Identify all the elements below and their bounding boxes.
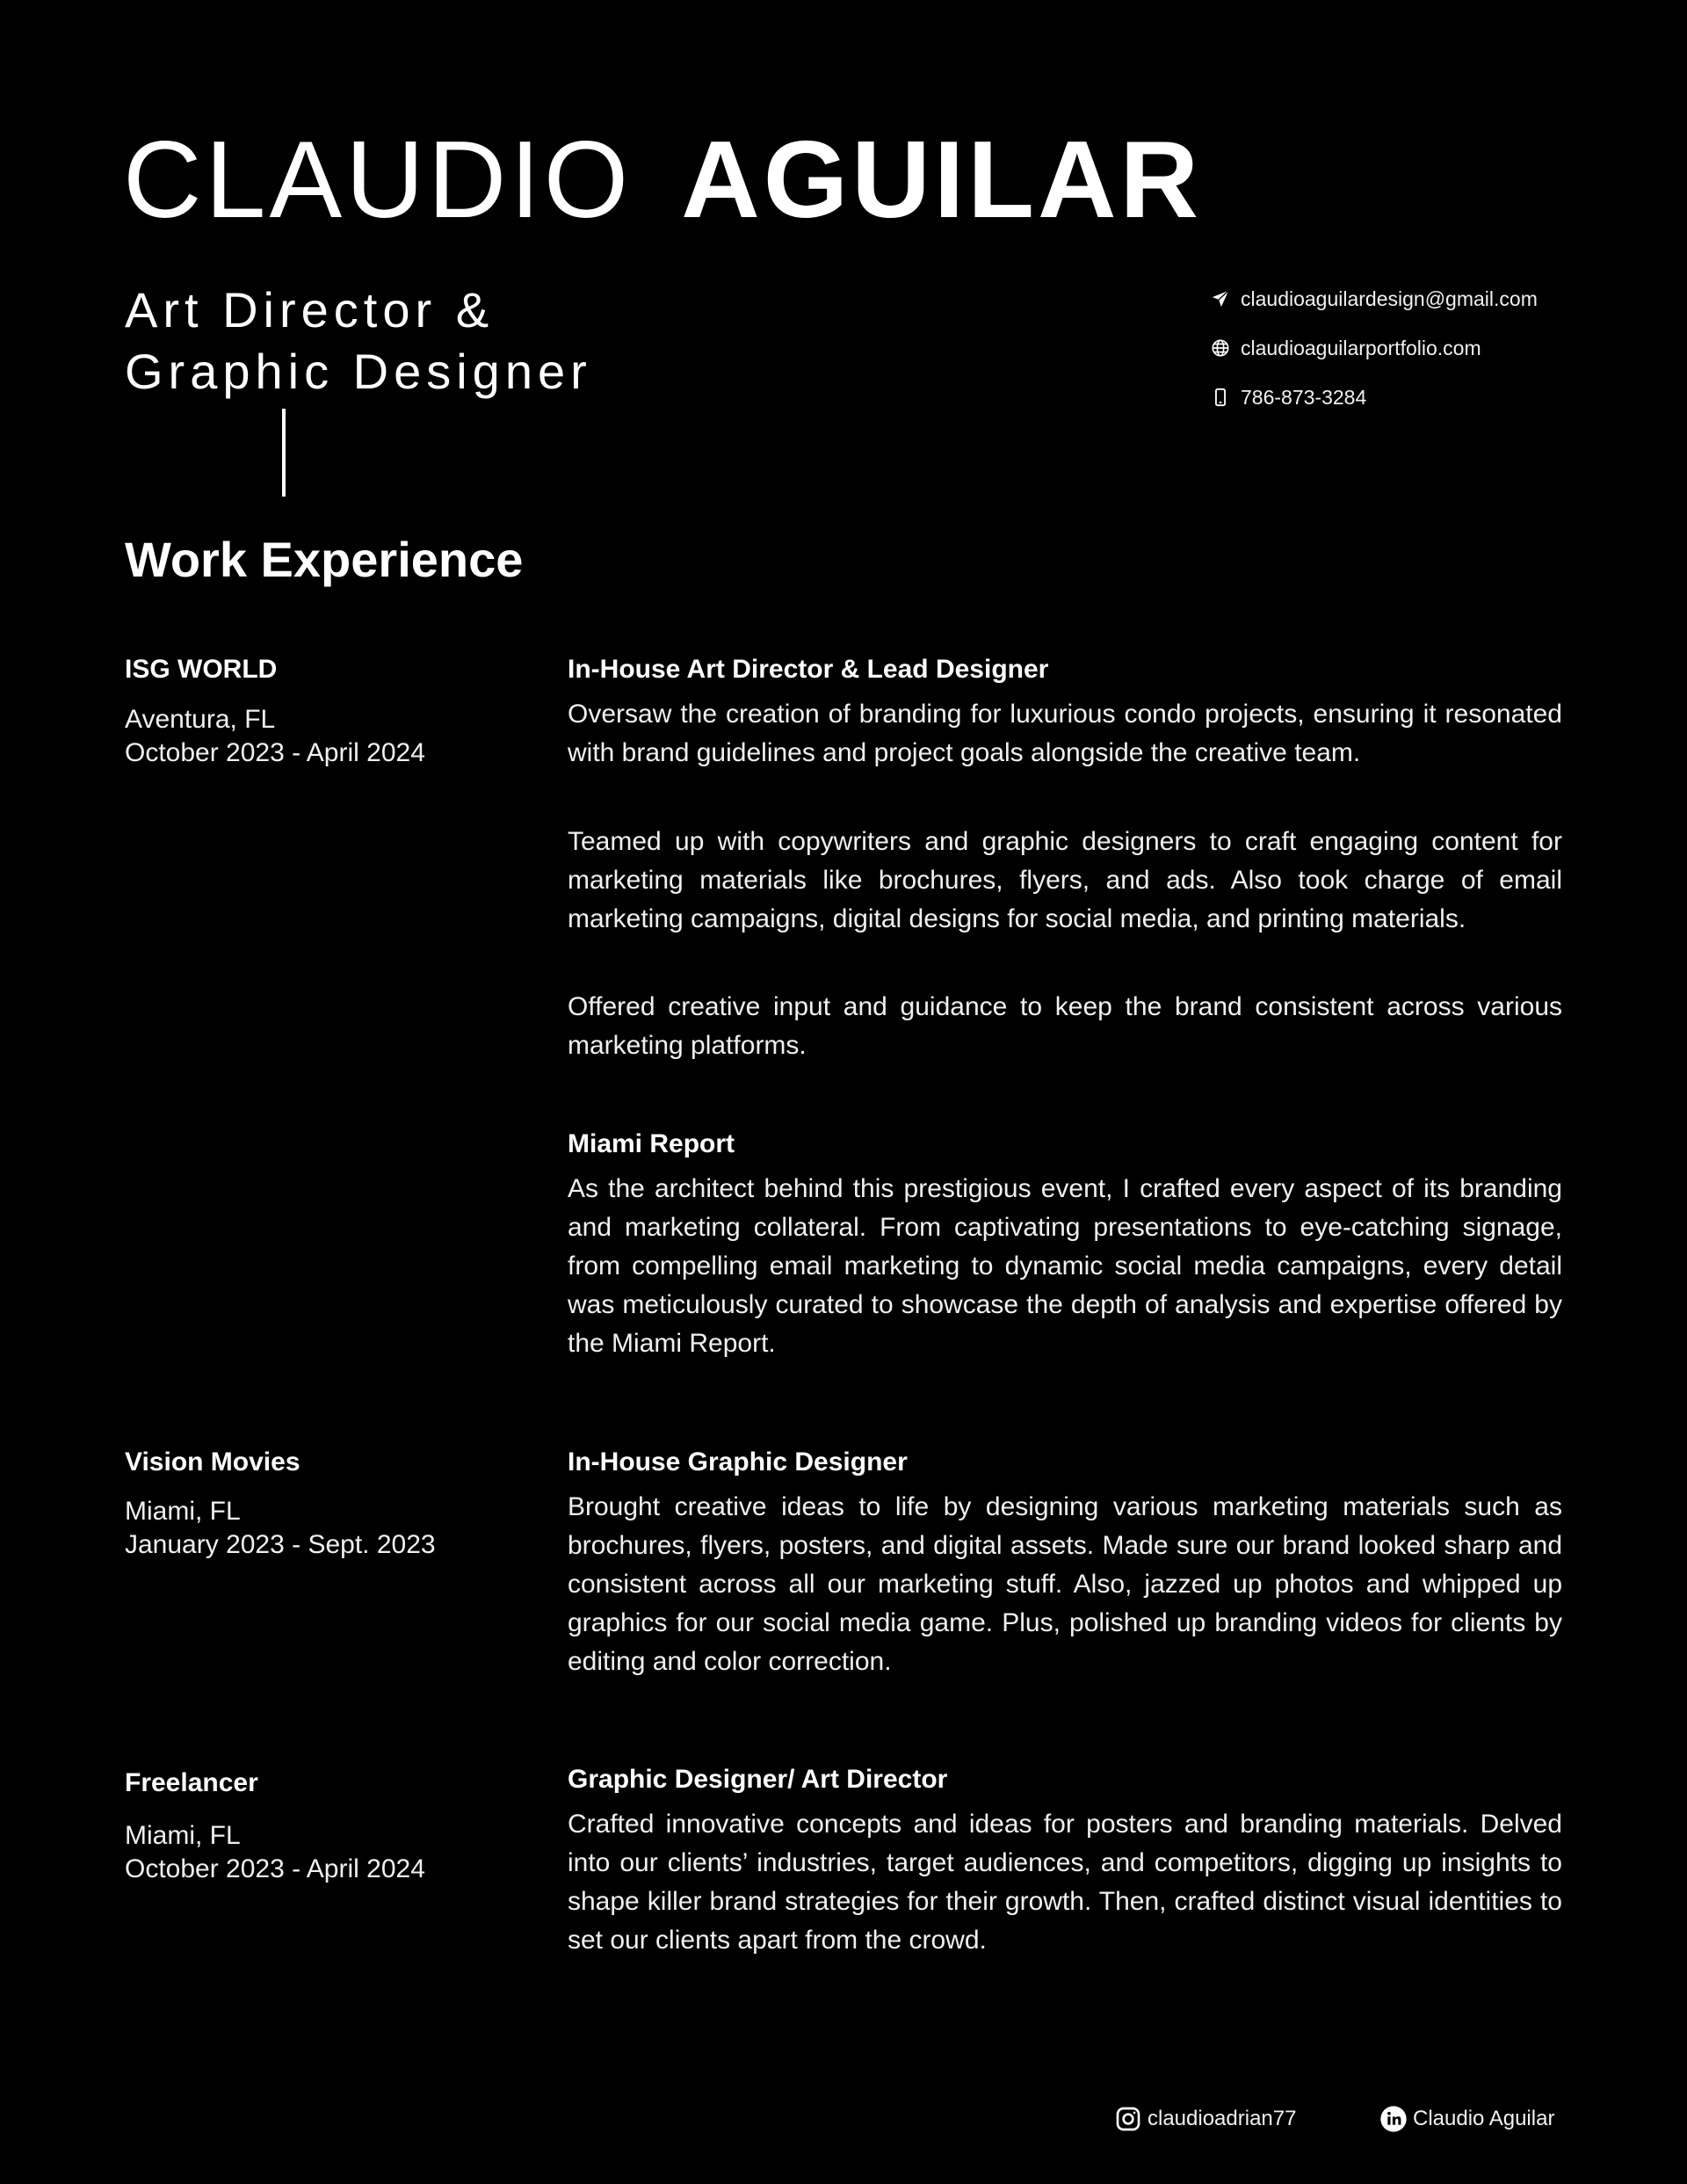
contact-email[interactable] [1211,286,1538,312]
website-text: claudioaguilarportfolio.com [1241,337,1481,359]
email-text: claudioaguilardesign@gmail.com [1241,287,1538,310]
linkedin-icon [1379,2105,1408,2133]
role-paragraph: As the architect behind this prestigious event, I crafted every aspect of its branding and marketing collateral. From captivating presentations to eye-catching signage, from compelling email marketing to dynamic social media campaigns, every detail was meticulously curated to showcase the depth of analysis and expertise offered by the Miami Report. [568,1174,1562,1358]
role-title: In-House Art Director & Lead Designer [568,655,1049,684]
role-paragraph: Brought creative ideas to life by designing various marketing materials such as brochures, flyers, posters, and digital assets. Made sure our brand looked sharp and consistent across all our marketing stuff. Also, jazzed up photos and whipped up graphics for our social media game. Plus, polished up branding videos for clients by editing and color correction. [568,1492,1562,1676]
job-title-line-1: Art Director & [125,282,495,337]
name-heading [123,120,1203,241]
company-location: Aventura, FL [125,705,276,734]
phone-text: 786-873-3284 [1241,386,1367,409]
phone-icon [1211,388,1230,407]
last-name: AGUILAR [681,120,1203,241]
instagram-link[interactable] [1114,2104,1296,2134]
company-location: Miami, FL [125,1821,241,1850]
company-dates: October 2023 - April 2024 [125,1854,425,1883]
linkedin-name: Claudio Aguilar [1413,2107,1555,2130]
section-title: Work Experience [125,532,524,587]
send-icon [1211,289,1230,308]
company-name: Vision Movies [125,1448,300,1477]
role-block [568,652,1562,687]
role-title: Miami Report [568,1129,735,1158]
contact-phone[interactable] [1211,384,1366,410]
job-title [125,279,592,403]
instagram-icon [1114,2105,1142,2133]
job-title-line-2: Graphic Designer [125,344,592,399]
company-dates: October 2023 - April 2024 [125,738,425,767]
company-dates: January 2023 - Sept. 2023 [125,1530,436,1559]
role-paragraph: Teamed up with copywriters and graphic designers to craft engaging content for marketing materials like brochures, flyers, and ads. Also took charge of email marketing campaigns, digital designs for social media, and printing materials. [568,827,1562,933]
first-name: CLAUDIO [123,120,633,241]
vertical-divider [282,409,286,497]
role-paragraph: Crafted innovative concepts and ideas for posters and branding materials. Delved into our clients’ industries, target audiences, and competitors, digging up insights to shape killer brand strategies for their growth. Then, crafted distinct visual identities to set our clients apart from the crowd. [568,1810,1562,1955]
linkedin-link[interactable] [1379,2104,1554,2134]
instagram-handle: claudioadrian77 [1148,2107,1297,2130]
company-name: Freelancer [125,1768,258,1797]
role-paragraph: Offered creative input and guidance to keep the brand consistent across various marketing platforms. [568,992,1562,1060]
company-name: ISG WORLD [125,655,278,684]
globe-icon [1211,338,1230,358]
role-title: In-House Graphic Designer [568,1448,908,1477]
role-paragraph: Oversaw the creation of branding for luxurious condo projects, ensuring it resonated with brand guidelines and project goals alongside the creative team. [568,700,1562,767]
contact-website[interactable] [1211,335,1481,361]
role-title: Graphic Designer/ Art Director [568,1765,948,1794]
company-location: Miami, FL [125,1497,241,1526]
